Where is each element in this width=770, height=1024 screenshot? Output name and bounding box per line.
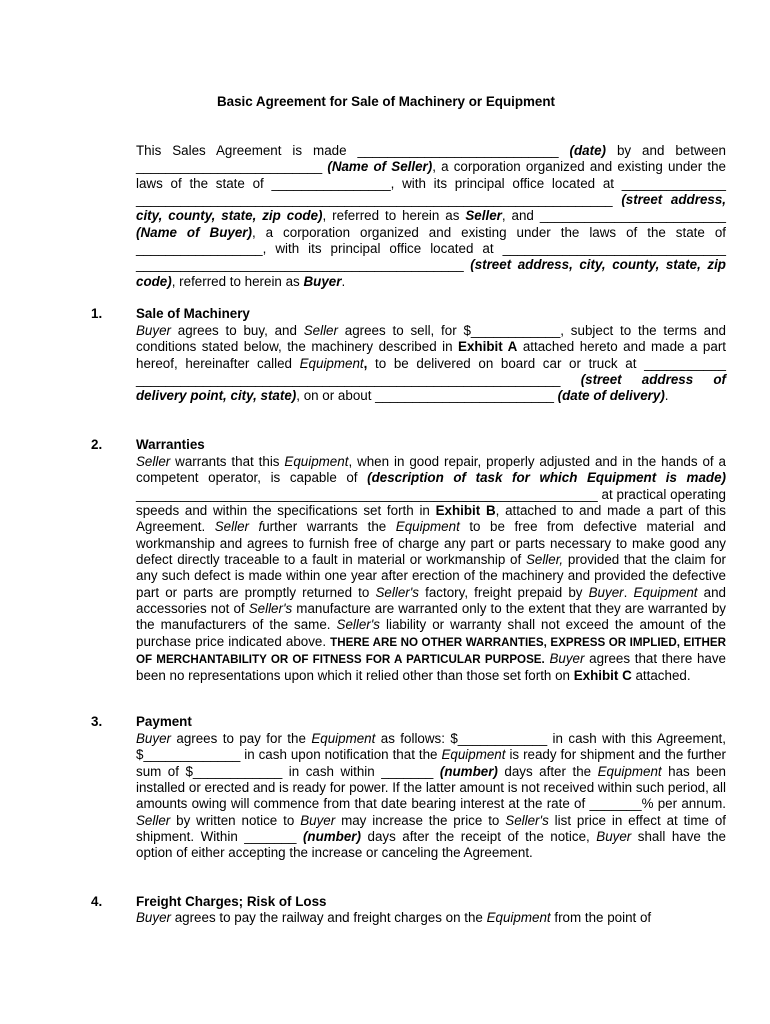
section-number: 3.: [91, 714, 103, 729]
text-run: days after the: [497, 763, 598, 779]
text-run: , a corporation organized and existing under the laws of the state of ________________, with its principal office located at ______________ ________________________________________________________________: [136, 159, 727, 208]
text-run: Equipment: [311, 731, 376, 746]
text-run: , attached to and made a part of this Agreement.: [136, 503, 726, 535]
text-run: Equipment: [633, 584, 698, 600]
text-run: from the point of: [550, 910, 652, 925]
section-title: Payment: [136, 714, 192, 729]
text-run: ______________________________________________________________ at practical operating speeds and within the specifications set forth in: [136, 486, 726, 519]
text-run: agrees that there have been no representations upon which it relied other than those set forth on: [136, 651, 727, 684]
section-3-heading: [91, 714, 192, 730]
text-run: (date of delivery): [557, 388, 665, 404]
section-4-heading: [91, 894, 326, 910]
text-run: and accessories not of: [136, 584, 726, 617]
text-run: (number): [439, 763, 498, 779]
section-number: 4.: [91, 894, 103, 909]
text-run: Equipment: [597, 763, 662, 779]
text-run: factory, freight prepaid by: [418, 584, 589, 600]
text-run: as follows: $____________ in cash with this Agreement, $_____________ in cash upon notification that the: [136, 731, 726, 763]
text-run: (date): [569, 143, 606, 158]
text-run: Seller: [136, 812, 171, 828]
section-number: 2.: [91, 437, 103, 452]
document-title: Basic Agreement for Sale of Machinery or Equipment: [216, 94, 556, 109]
text-run: .: [341, 273, 346, 289]
text-run: to be delivered on board car or truck at ___________ _________________________________________________________: [136, 355, 726, 388]
text-run: , referred to herein as: [171, 273, 304, 289]
text-run: may increase the price to: [335, 812, 506, 828]
text-run: Equipment: [299, 355, 364, 371]
text-run: days after the receipt of the notice,: [360, 829, 597, 845]
text-run: has been installed or erected and is ready for power. If the latter amount is not received within such period, all amounts owing will commence from that date bearing interest at the rate of _______% per annum.: [136, 763, 727, 812]
text-run: (description of task for which Equipment is made): [367, 470, 726, 486]
text-run: Seller's: [505, 812, 549, 828]
text-run: , when in good repair, properly adjusted and in the hands of a competent operator, is capable of: [136, 454, 726, 486]
section-2-heading: [91, 437, 205, 453]
text-run: (number): [302, 829, 361, 845]
text-run: This Sales Agreement is made ___________________________: [136, 143, 570, 158]
text-run: .: [623, 584, 634, 600]
text-run: , a corporation organized and existing under the laws of the state of _________________, with its principal office located at ______________________________ ____________________________________________: [136, 224, 726, 273]
text-run: Seller's: [248, 601, 293, 617]
section-title: Sale of Machinery: [136, 306, 250, 321]
section-4-body: [91, 910, 726, 926]
section-2-body: [91, 454, 726, 685]
text-run: Buyer: [136, 731, 171, 746]
text-run: Buyer: [300, 812, 336, 828]
text-run: Buyer: [549, 651, 585, 667]
text-run: Buyer: [136, 910, 171, 925]
text-run: warrants that this: [170, 454, 285, 469]
text-run: Seller's: [336, 617, 381, 633]
text-run: agrees to sell, for $____________, subject to the terms and conditions stated below, the machinery described in: [136, 323, 726, 355]
text-run: Equipment: [395, 519, 460, 535]
text-run: Seller,: [525, 552, 564, 568]
text-run: (street address of delivery point, city, state): [136, 372, 726, 404]
section-title: Freight Charges; Risk of Loss: [136, 894, 327, 909]
text-run: Exhibit B: [435, 503, 496, 519]
text-run: provided that the claim for any such defect is made within one year after erection of the machinery and provided the defective part or parts are promptly returned to: [136, 552, 726, 600]
text-run: Buyer: [303, 273, 342, 289]
text-run: Buyer: [588, 584, 624, 600]
text-run: THERE ARE NO OTHER WARRANTIES, EXPRESS OR IMPLIED, EITHER OF MERCHANTABILITY OR OF FITNESS FOR A PARTICULAR PURPOSE.: [136, 635, 726, 667]
text-run: Exhibit A: [458, 339, 518, 355]
text-run: by written notice to: [170, 812, 301, 828]
text-run: shall have the option of either accepting the increase or canceling the Agreement.: [136, 829, 726, 861]
section-3-body: [91, 731, 726, 862]
text-run: Seller: [303, 323, 338, 338]
text-run: (Name of Buyer): [136, 224, 252, 240]
text-run: agrees to buy, and: [170, 323, 304, 338]
section-1-body: [91, 323, 726, 405]
section-title: Warranties: [136, 437, 205, 452]
text-run: Seller: [465, 208, 502, 224]
text-run: manufacture are warranted only to the extent that they are warranted by the manufacturers of the same.: [136, 601, 726, 633]
text-run: Seller's: [375, 584, 419, 600]
text-run: list price in effect at time of shipment. Within _______: [136, 812, 726, 845]
text-run: Equipment: [486, 910, 551, 925]
text-run: is ready for shipment and the further sum of $____________ in cash within _______: [136, 747, 726, 779]
text-run: (street address, city, county, state, zip code): [136, 257, 726, 289]
text-run: Seller: [136, 454, 171, 469]
text-run: (street address, city, county, state, zip code): [136, 192, 727, 224]
intro-paragraph: [91, 143, 726, 290]
text-run: agrees to pay the railway and freight charges on the: [170, 910, 487, 925]
text-run: by and between _________________________: [136, 143, 726, 175]
text-run: Exhibit C: [573, 668, 632, 684]
text-run: Equipment: [284, 454, 349, 469]
text-run: attached.: [631, 668, 691, 684]
text-run: , on or about ________________________: [296, 388, 558, 404]
section-1-heading: [91, 306, 250, 322]
text-run: attached hereto and made a part hereof, hereinafter called: [136, 339, 727, 371]
text-run: .: [664, 388, 669, 404]
text-run: Buyer: [136, 323, 171, 338]
text-run: agrees to pay for the: [170, 731, 312, 746]
text-run: Buyer: [596, 829, 632, 845]
text-run: liability or warranty shall not exceed the amount of the purchase price indicated above.: [136, 617, 726, 649]
text-run: Seller f: [214, 519, 263, 535]
text-run: ,: [363, 355, 368, 371]
text-run: (Name of Seller): [327, 159, 433, 175]
section-number: 1.: [91, 306, 103, 321]
text-run: urther warrants the: [262, 519, 396, 535]
text-run: to be free from defective material and workmanship and agrees to furnish free of charge any part or parts necessary to make good any defect directly traceable to a fault in material or workmanship of: [136, 519, 726, 568]
text-run: Equipment: [441, 747, 506, 763]
text-run: , referred to herein as: [322, 208, 466, 224]
text-run: , and _________________________: [501, 208, 726, 224]
